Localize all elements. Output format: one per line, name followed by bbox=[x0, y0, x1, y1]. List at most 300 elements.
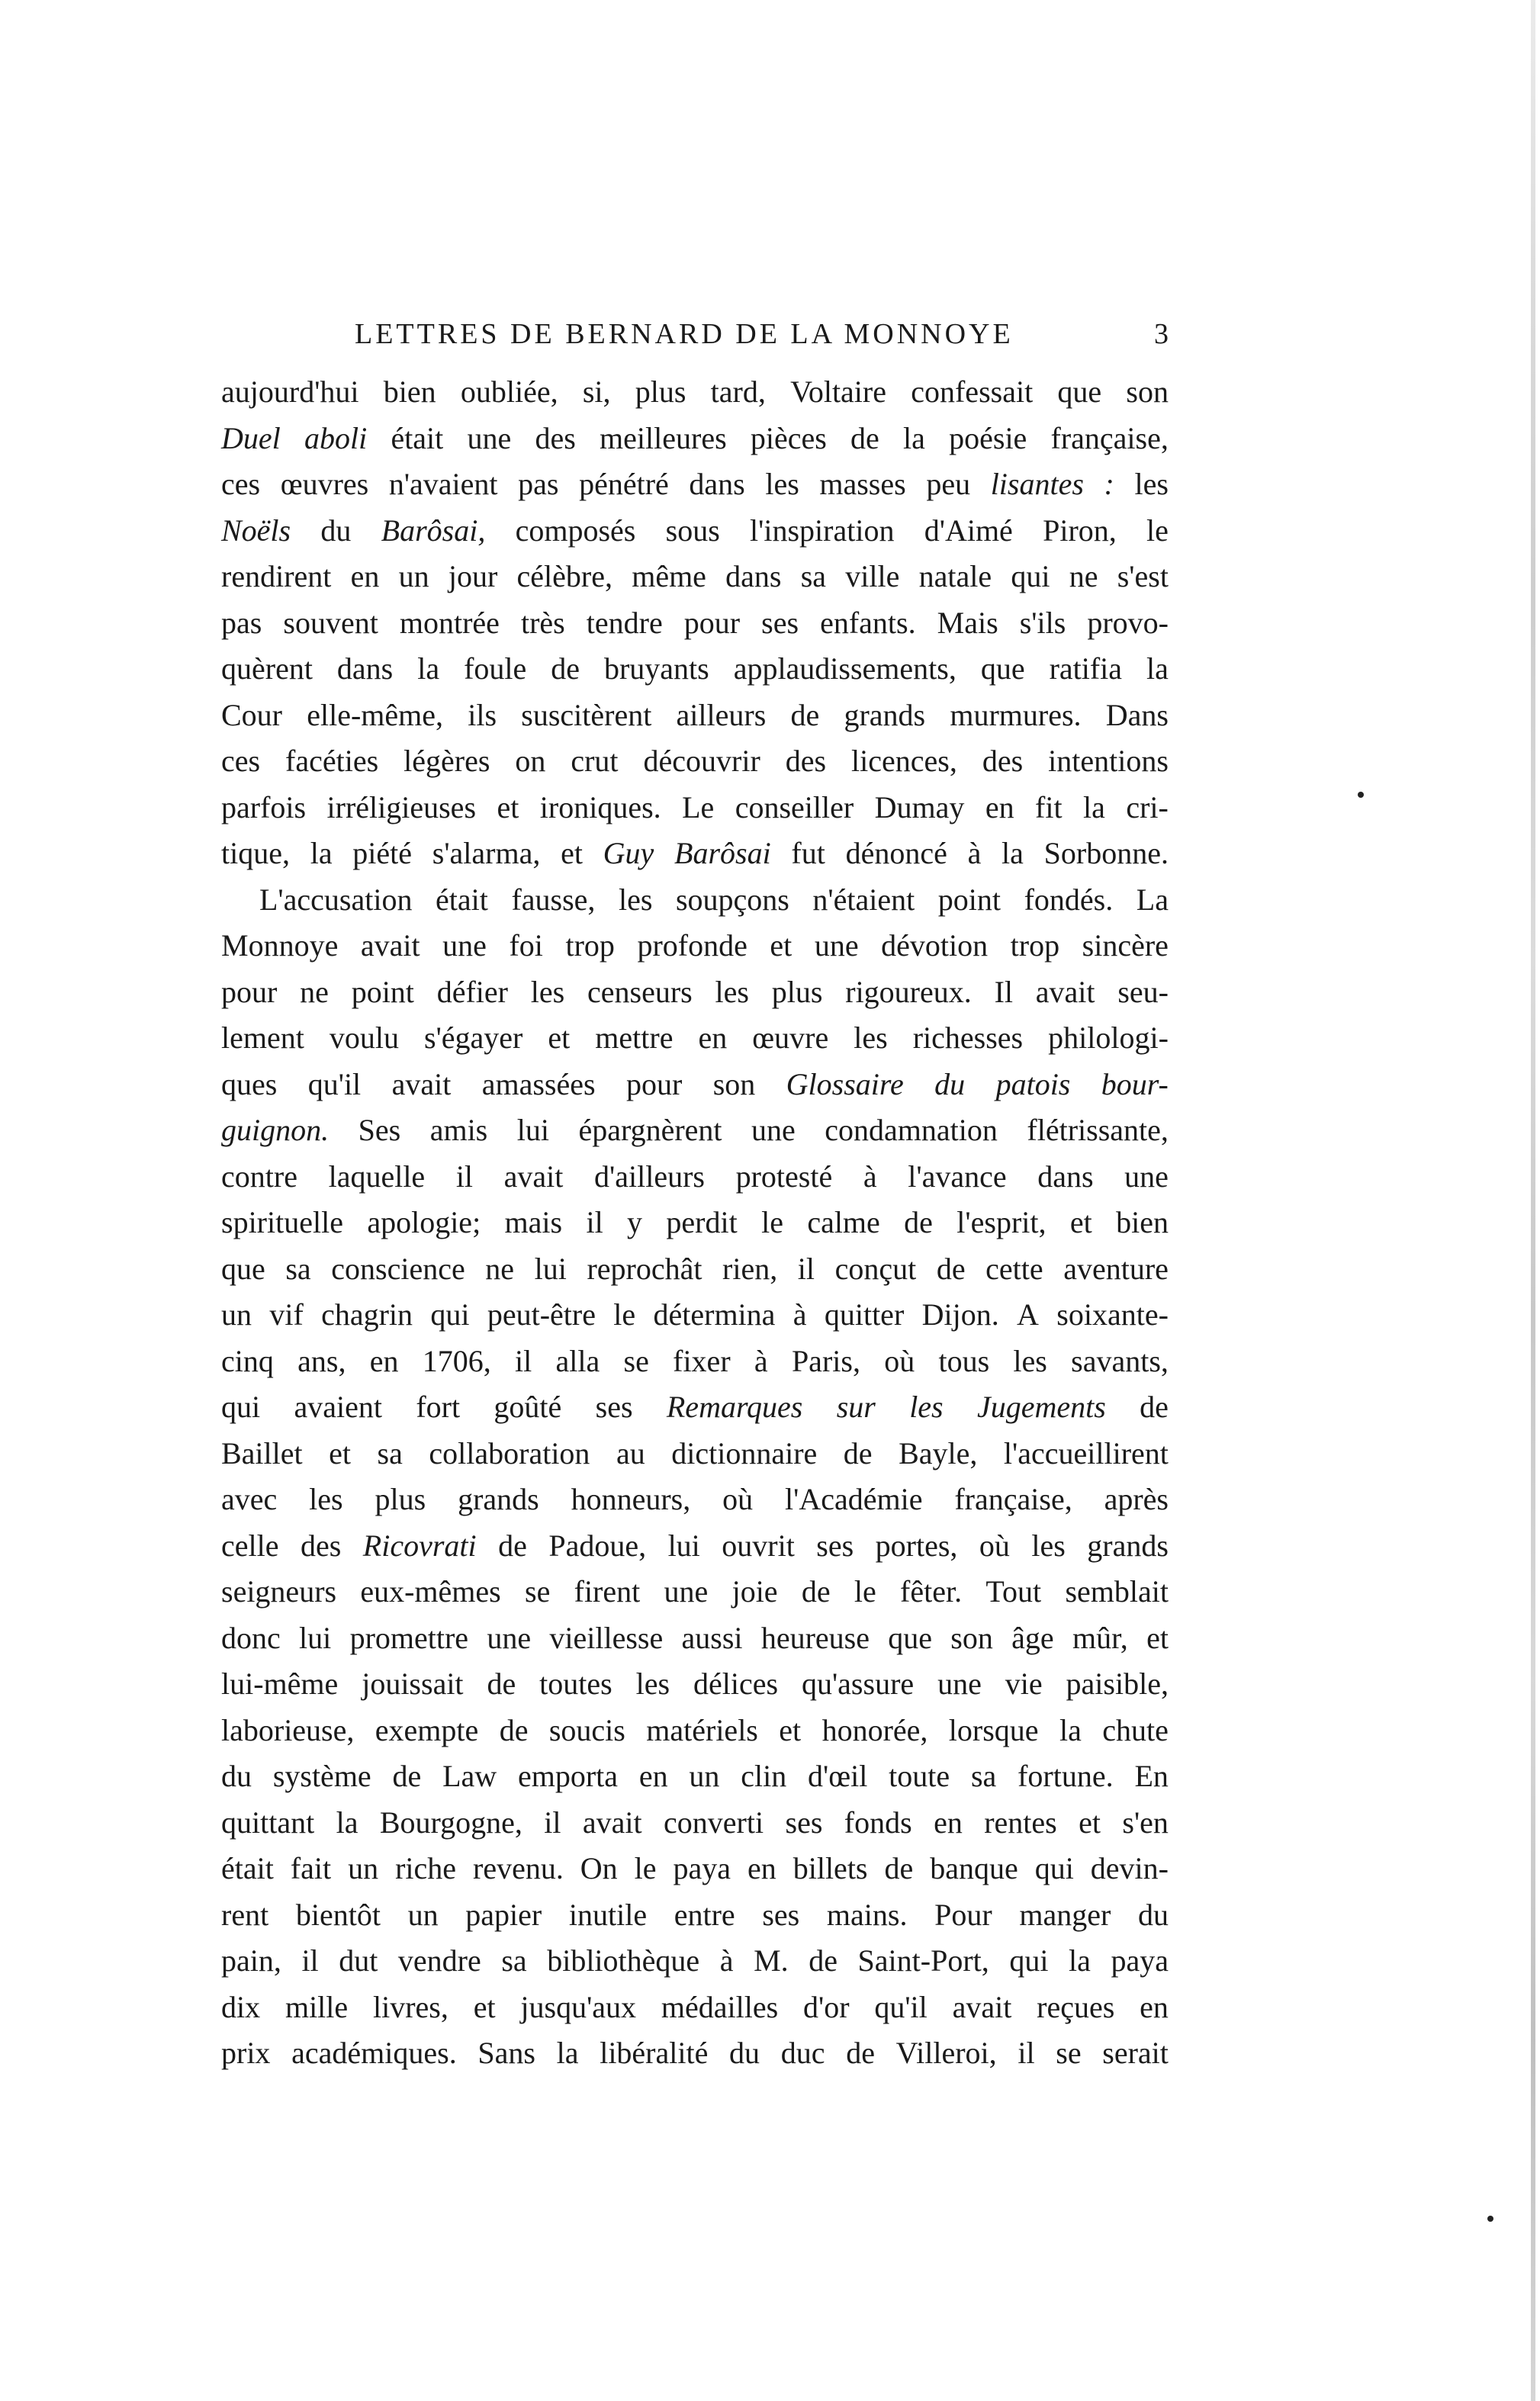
word: sous bbox=[665, 513, 720, 548]
word: ne bbox=[485, 1251, 515, 1286]
word: foi bbox=[509, 928, 543, 963]
word: tendre bbox=[586, 605, 663, 640]
word: quèrent bbox=[221, 651, 313, 686]
word: lement bbox=[221, 1021, 304, 1055]
word: du bbox=[320, 513, 352, 548]
word: rent bbox=[221, 1897, 269, 1932]
word: vendre bbox=[397, 1943, 481, 1978]
italic-word: : bbox=[1104, 467, 1114, 501]
word: œuvres bbox=[280, 467, 369, 501]
word: il bbox=[515, 1343, 532, 1378]
body-text bbox=[221, 369, 1169, 2077]
word: mains. bbox=[826, 1897, 908, 1932]
word: un bbox=[221, 1297, 252, 1332]
word: confessait bbox=[911, 374, 1034, 409]
text-line bbox=[221, 1154, 1169, 1200]
word: n'étaient bbox=[812, 882, 915, 917]
word: meilleures bbox=[600, 420, 727, 455]
word: fixer bbox=[673, 1343, 731, 1378]
word: converti bbox=[664, 1805, 764, 1840]
word: les bbox=[1031, 1528, 1066, 1563]
word: Villeroi, bbox=[895, 2036, 997, 2070]
word: bruyants bbox=[603, 651, 709, 686]
text-line bbox=[221, 785, 1169, 831]
word: exempte bbox=[375, 1712, 479, 1747]
italic-word: Noëls bbox=[221, 513, 291, 548]
word: Bourgogne, bbox=[379, 1805, 522, 1840]
word: une bbox=[664, 1574, 709, 1609]
word: les bbox=[618, 882, 653, 917]
word: il bbox=[301, 1943, 319, 1978]
word: à bbox=[863, 1159, 877, 1194]
word: les bbox=[1134, 467, 1169, 501]
word: serait bbox=[1102, 2036, 1169, 2070]
word: plus bbox=[771, 974, 823, 1009]
word: pour bbox=[625, 1066, 683, 1101]
word: ses bbox=[785, 1805, 823, 1840]
word: toute bbox=[889, 1759, 950, 1793]
word: des bbox=[785, 744, 827, 778]
word: aussi bbox=[681, 1620, 743, 1655]
word: qui bbox=[1009, 1943, 1049, 1978]
word: ses bbox=[816, 1528, 854, 1563]
word: point bbox=[937, 882, 1001, 917]
word: les bbox=[1013, 1343, 1047, 1378]
word: firent bbox=[574, 1574, 641, 1609]
word: sa bbox=[970, 1759, 997, 1793]
text-line bbox=[221, 1384, 1169, 1431]
word: de bbox=[392, 1759, 422, 1793]
word: fut bbox=[791, 836, 825, 870]
word: avait bbox=[582, 1805, 642, 1840]
word: trop bbox=[565, 928, 615, 963]
word: richesses bbox=[912, 1021, 1024, 1055]
word: jour bbox=[448, 559, 498, 593]
word: plus bbox=[375, 1482, 426, 1516]
word: soupçons bbox=[675, 882, 789, 917]
word: ratifia bbox=[1049, 651, 1123, 686]
word: crut bbox=[571, 744, 619, 778]
word: dans bbox=[725, 559, 782, 593]
word: française, bbox=[1050, 420, 1169, 455]
word: tous bbox=[938, 1343, 990, 1378]
word: avait bbox=[391, 1066, 452, 1101]
word: honneurs, bbox=[571, 1482, 691, 1516]
word: peut-être bbox=[487, 1297, 596, 1332]
word: L'accusation bbox=[259, 882, 413, 917]
word: chute bbox=[1102, 1712, 1169, 1747]
text-line bbox=[221, 1107, 1169, 1154]
word: avait bbox=[952, 1989, 1012, 2024]
word: paisible, bbox=[1066, 1667, 1169, 1701]
word: reçues bbox=[1037, 1989, 1115, 2024]
word: enfants. bbox=[820, 605, 916, 640]
word: de bbox=[551, 651, 580, 686]
word: bientôt bbox=[295, 1897, 381, 1932]
word: alla bbox=[555, 1343, 600, 1378]
word: foule bbox=[464, 651, 527, 686]
word: quittant bbox=[221, 1805, 315, 1840]
text-line bbox=[221, 1846, 1169, 1892]
word: qui bbox=[1034, 1851, 1074, 1885]
word: un bbox=[407, 1897, 439, 1932]
word: dut bbox=[339, 1943, 378, 1978]
word: et bbox=[1069, 1205, 1092, 1239]
word: de bbox=[843, 1435, 873, 1470]
word: une bbox=[1124, 1159, 1169, 1194]
italic-word: du bbox=[934, 1066, 966, 1101]
word: sa bbox=[501, 1943, 527, 1978]
word: du bbox=[729, 2036, 760, 2070]
word: prix bbox=[221, 2036, 271, 2070]
word: il bbox=[797, 1251, 815, 1286]
word: du bbox=[1137, 1897, 1169, 1932]
running-title: LETTRES DE BERNARD DE LA MONNOYE bbox=[355, 318, 1014, 350]
word: avait bbox=[503, 1159, 564, 1194]
word: point bbox=[351, 974, 414, 1009]
word: en bbox=[369, 1343, 399, 1378]
text-line bbox=[221, 1661, 1169, 1708]
text-line bbox=[221, 1062, 1169, 1108]
word: était bbox=[391, 420, 444, 455]
word: même bbox=[632, 559, 706, 593]
word: vie bbox=[1005, 1667, 1043, 1701]
word: que bbox=[980, 651, 1025, 686]
text-line bbox=[221, 1892, 1169, 1939]
italic-word: Jugements bbox=[976, 1390, 1106, 1424]
word: une bbox=[467, 420, 512, 455]
word: n'avaient bbox=[388, 467, 498, 501]
word: avait bbox=[1035, 974, 1095, 1009]
word: se bbox=[1056, 2036, 1082, 2070]
word: épargnèrent bbox=[578, 1113, 722, 1147]
word: où bbox=[722, 1482, 754, 1516]
text-line bbox=[221, 1708, 1169, 1754]
word: son bbox=[950, 1620, 993, 1655]
word: avec bbox=[221, 1482, 278, 1516]
word: qu'assure bbox=[801, 1667, 915, 1701]
italic-word: Barôsai, bbox=[381, 513, 486, 548]
word: dévotion bbox=[881, 928, 989, 963]
word: vieillesse bbox=[549, 1620, 664, 1655]
word: le bbox=[634, 1851, 657, 1885]
word: et bbox=[329, 1435, 352, 1470]
word: qui bbox=[1011, 559, 1050, 593]
word: jouissait bbox=[362, 1667, 464, 1701]
word: en bbox=[934, 1805, 963, 1840]
word: chagrin bbox=[321, 1297, 413, 1332]
word: fonds bbox=[844, 1805, 912, 1840]
word: dénoncé bbox=[845, 836, 947, 870]
word: goûté bbox=[494, 1390, 562, 1424]
word: s'en bbox=[1122, 1805, 1169, 1840]
word: d'Aimé bbox=[924, 513, 1013, 548]
word: la bbox=[903, 420, 925, 455]
word: paya bbox=[1111, 1943, 1169, 1978]
word: portes, bbox=[875, 1528, 958, 1563]
word: et bbox=[497, 789, 519, 824]
word: fit bbox=[1035, 789, 1063, 824]
word: âge bbox=[1011, 1620, 1054, 1655]
word: peu bbox=[926, 467, 971, 501]
word: masses bbox=[819, 467, 906, 501]
word: lui-même bbox=[221, 1667, 339, 1701]
word: en bbox=[747, 1851, 776, 1885]
word: s'alarma, bbox=[432, 836, 541, 870]
word: rien, bbox=[722, 1251, 778, 1286]
word: l'accueillirent bbox=[1003, 1435, 1169, 1470]
word: apologie; bbox=[367, 1205, 481, 1239]
word: de bbox=[936, 1251, 966, 1286]
word: pour bbox=[683, 605, 741, 640]
word: collaboration bbox=[429, 1435, 590, 1470]
word: fondés. bbox=[1024, 882, 1114, 917]
word: que bbox=[888, 1620, 933, 1655]
word: du bbox=[221, 1759, 252, 1793]
word: intentions bbox=[1048, 744, 1169, 778]
word: en bbox=[350, 559, 380, 593]
italic-word: guignon. bbox=[221, 1113, 330, 1147]
word: ils bbox=[468, 697, 497, 732]
word: grands bbox=[1087, 1528, 1169, 1563]
word: système bbox=[272, 1759, 371, 1793]
word: mûr, bbox=[1072, 1620, 1128, 1655]
word: trop bbox=[1010, 928, 1060, 963]
text-line bbox=[221, 969, 1169, 1016]
word: y bbox=[627, 1205, 643, 1239]
word: mettre bbox=[595, 1021, 674, 1055]
word: profonde bbox=[637, 928, 747, 963]
word: il bbox=[586, 1205, 603, 1239]
word: détermina bbox=[653, 1297, 776, 1332]
italic-word: lisantes bbox=[990, 467, 1084, 501]
text-line bbox=[221, 369, 1169, 416]
word: suscitèrent bbox=[521, 697, 652, 732]
word: fort bbox=[416, 1390, 461, 1424]
word: protesté bbox=[735, 1159, 833, 1194]
word: fêter. bbox=[900, 1574, 963, 1609]
word: facéties bbox=[285, 744, 379, 778]
word: elle-même, bbox=[307, 697, 444, 732]
word: ses bbox=[762, 1897, 800, 1932]
word: duc bbox=[780, 2036, 825, 2070]
word: le bbox=[1146, 513, 1169, 548]
word: découvrir bbox=[643, 744, 760, 778]
word: la bbox=[310, 836, 333, 870]
word: cinq bbox=[221, 1343, 274, 1378]
word: semblait bbox=[1065, 1574, 1169, 1609]
word: son bbox=[1126, 374, 1169, 409]
word: pas bbox=[518, 467, 559, 501]
word: philologi- bbox=[1048, 1021, 1169, 1055]
word: où bbox=[979, 1528, 1010, 1563]
word: applaudissements, bbox=[733, 651, 956, 686]
italic-word: Glossaire bbox=[786, 1066, 904, 1101]
word: soixante- bbox=[1056, 1297, 1169, 1332]
word: ses bbox=[595, 1390, 633, 1424]
word: en bbox=[985, 789, 1014, 824]
word: Dans bbox=[1105, 697, 1169, 732]
word: œuvre bbox=[752, 1021, 829, 1055]
text-line bbox=[221, 1292, 1169, 1339]
word: si, bbox=[582, 374, 611, 409]
word: Pour bbox=[934, 1897, 992, 1932]
word: ans, bbox=[297, 1343, 346, 1378]
word: seu- bbox=[1117, 974, 1169, 1009]
word: sa bbox=[800, 559, 827, 593]
word: On bbox=[580, 1851, 618, 1885]
word: dix bbox=[221, 1989, 261, 2024]
word: une bbox=[751, 1113, 796, 1147]
word: très bbox=[520, 605, 565, 640]
word: les bbox=[854, 1021, 888, 1055]
word: et bbox=[548, 1021, 571, 1055]
word: voulu bbox=[329, 1021, 399, 1055]
word: il bbox=[544, 1805, 561, 1840]
word: la bbox=[1146, 651, 1169, 686]
word: piété bbox=[352, 836, 413, 870]
text-line bbox=[221, 1477, 1169, 1523]
word: et bbox=[1146, 1620, 1169, 1655]
word: A bbox=[1017, 1297, 1039, 1332]
word: où bbox=[884, 1343, 915, 1378]
word: 1706, bbox=[422, 1343, 491, 1378]
word: le bbox=[613, 1297, 636, 1332]
word: les bbox=[309, 1482, 343, 1516]
word: avaient bbox=[294, 1390, 382, 1424]
word: s'égayer bbox=[424, 1021, 523, 1055]
word: Paris, bbox=[791, 1343, 860, 1378]
word: que bbox=[221, 1251, 265, 1286]
word: et bbox=[1079, 1805, 1101, 1840]
text-line bbox=[221, 1615, 1169, 1662]
word: rigoureux. bbox=[845, 974, 972, 1009]
word: papier bbox=[465, 1897, 542, 1932]
word: devin- bbox=[1090, 1851, 1169, 1885]
word: perdit bbox=[666, 1205, 738, 1239]
word: en bbox=[1140, 1989, 1169, 2024]
word: murmures. bbox=[950, 697, 1082, 732]
word: à bbox=[967, 836, 982, 870]
word: Law bbox=[442, 1759, 497, 1793]
word: cette bbox=[985, 1251, 1043, 1286]
word: des bbox=[300, 1528, 342, 1563]
word: il bbox=[1018, 2036, 1035, 2070]
word: et bbox=[770, 928, 793, 963]
word: lui bbox=[667, 1528, 700, 1563]
text-line bbox=[221, 1431, 1169, 1477]
word: tique, bbox=[221, 836, 290, 870]
word: eux-mêmes bbox=[360, 1574, 501, 1609]
word: cri- bbox=[1126, 789, 1169, 824]
word: un bbox=[689, 1759, 720, 1793]
word: condamnation bbox=[825, 1113, 998, 1147]
word: pénétré bbox=[579, 467, 669, 501]
word: lui bbox=[516, 1113, 549, 1147]
word: flétrissante, bbox=[1027, 1113, 1169, 1147]
word: fait bbox=[290, 1851, 332, 1885]
word: sa bbox=[377, 1435, 403, 1470]
word: légères bbox=[403, 744, 490, 778]
text-line bbox=[221, 600, 1169, 647]
word: grands bbox=[844, 697, 926, 732]
word: célèbre, bbox=[516, 559, 612, 593]
word: rentes bbox=[984, 1805, 1057, 1840]
word: celle bbox=[221, 1528, 279, 1563]
word: paya bbox=[673, 1851, 731, 1885]
word: un bbox=[348, 1851, 379, 1885]
text-line bbox=[221, 554, 1169, 600]
word: dans bbox=[1037, 1159, 1094, 1194]
word: spirituelle bbox=[221, 1205, 343, 1239]
word: conscience bbox=[331, 1251, 465, 1286]
word: Dumay bbox=[874, 789, 965, 824]
word: dans bbox=[336, 651, 394, 686]
word: bien bbox=[383, 374, 436, 409]
word: natale bbox=[918, 559, 992, 593]
word: dans bbox=[689, 467, 745, 501]
word: Monnoye bbox=[221, 928, 339, 963]
word: de bbox=[904, 1205, 933, 1239]
word: ques bbox=[221, 1066, 278, 1101]
word: savants, bbox=[1071, 1343, 1169, 1378]
word: était bbox=[221, 1851, 274, 1885]
word: parfois bbox=[221, 789, 307, 824]
word: promettre bbox=[349, 1620, 469, 1655]
italic-word: les bbox=[909, 1390, 944, 1424]
text-line bbox=[221, 461, 1169, 508]
word: l'avance bbox=[908, 1159, 1007, 1194]
word: Saint-Port, bbox=[857, 1943, 989, 1978]
word: de bbox=[846, 2036, 875, 2070]
text-line bbox=[221, 738, 1169, 785]
italic-word: sur bbox=[836, 1390, 876, 1424]
word: tard, bbox=[710, 374, 766, 409]
text-line bbox=[221, 923, 1169, 969]
word: Voltaire bbox=[790, 374, 886, 409]
word: ces bbox=[221, 467, 261, 501]
word: entre bbox=[674, 1897, 735, 1932]
text-line bbox=[221, 1800, 1169, 1847]
word: bien bbox=[1116, 1205, 1169, 1239]
word: calme bbox=[807, 1205, 880, 1239]
word: son bbox=[712, 1066, 756, 1101]
word: Il bbox=[994, 974, 1013, 1009]
text-line bbox=[221, 1339, 1169, 1385]
italic-word: Barôsai bbox=[674, 836, 771, 870]
word: banque bbox=[930, 1851, 1018, 1885]
text-line bbox=[221, 877, 1169, 924]
word: l'inspiration bbox=[750, 513, 895, 548]
word: matériels bbox=[646, 1712, 758, 1747]
word: aujourd'hui bbox=[221, 374, 359, 409]
word: défier bbox=[436, 974, 508, 1009]
word: Dijon. bbox=[921, 1297, 999, 1332]
word: sincère bbox=[1082, 928, 1169, 963]
word: Bayle, bbox=[899, 1435, 978, 1470]
word: pour bbox=[221, 974, 278, 1009]
word: des bbox=[535, 420, 576, 455]
word: ironiques. bbox=[539, 789, 661, 824]
word: ouvrit bbox=[722, 1528, 795, 1563]
word: irréligieuses bbox=[326, 789, 477, 824]
word: de bbox=[790, 697, 820, 732]
word: de bbox=[850, 420, 879, 455]
word: se bbox=[623, 1343, 649, 1378]
text-line bbox=[221, 2030, 1169, 2077]
word: de bbox=[1140, 1390, 1169, 1424]
word: à bbox=[719, 1943, 734, 1978]
